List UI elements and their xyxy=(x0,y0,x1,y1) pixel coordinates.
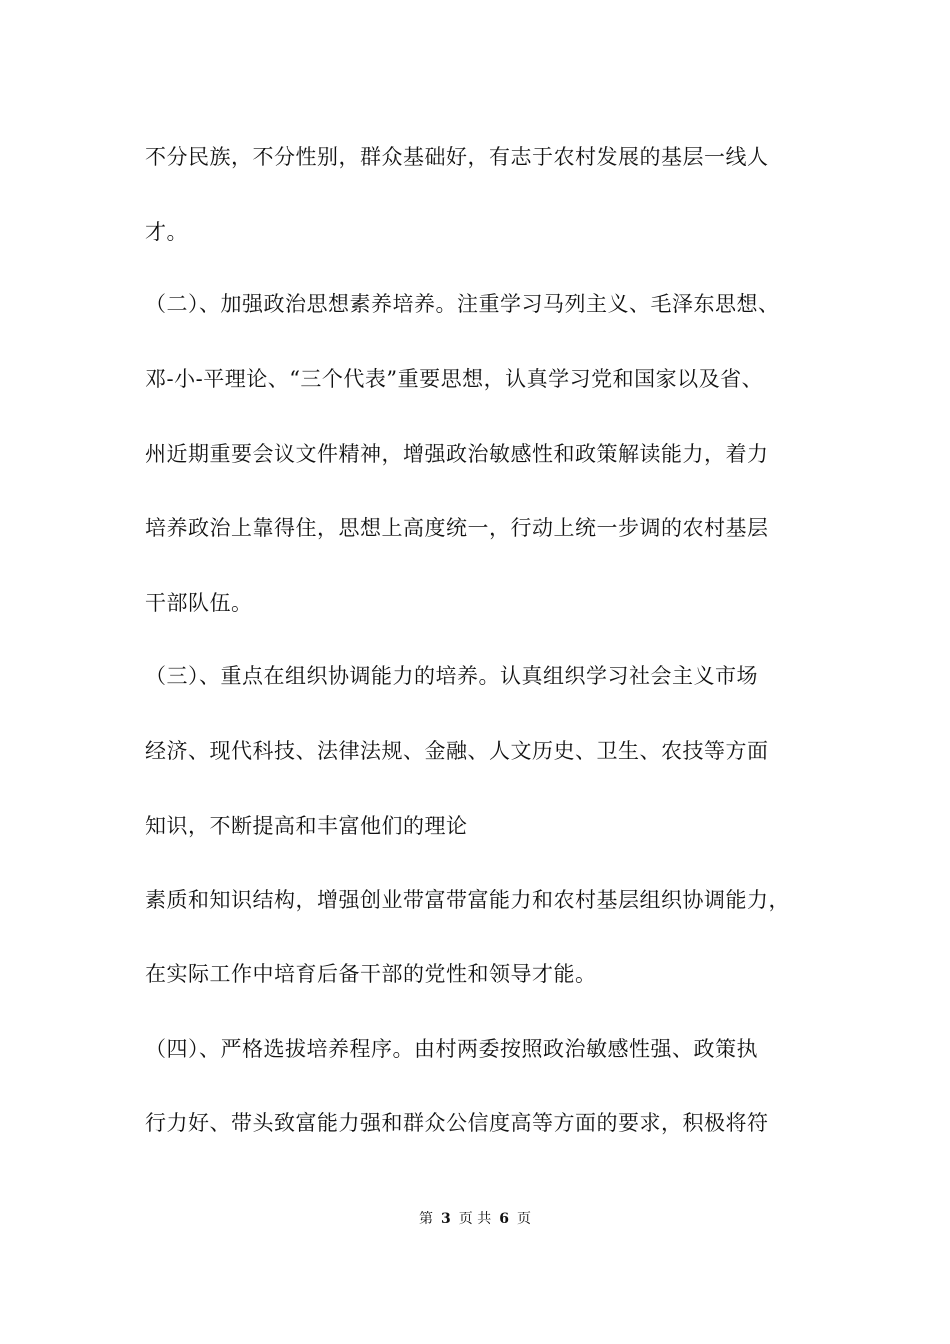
text-line: 干部队伍。 xyxy=(145,591,253,615)
text-line: 在实际工作中培育后备干部的党性和领导才能。 xyxy=(145,962,597,986)
text-line: 素质和知识结构，增强创业带富带富能力和农村基层组织协调能力， xyxy=(145,888,790,912)
footer-suffix: 页 xyxy=(516,1211,531,1227)
text-line: （三）、重点在组织协调能力的培养。认真组织学习社会主义市场 xyxy=(145,664,758,688)
text-line: 培养政治上靠得住，思想上高度统一，行动上统一步调的农村基层 xyxy=(145,516,769,540)
footer-middle: 页 共 xyxy=(458,1211,492,1227)
text-line: 邓-小-平理论、“三个代表”重要思想，认真学习党和国家以及省、 xyxy=(145,367,764,391)
page-footer xyxy=(0,1210,950,1228)
footer-prefix: 第 xyxy=(419,1211,434,1227)
text-line: 州近期重要会议文件精神，增强政治敏感性和政策解读能力，着力 xyxy=(145,442,769,466)
text-line: 知识，不断提高和丰富他们的理论 xyxy=(145,814,468,838)
text-line: 才。 xyxy=(145,220,188,244)
text-line: （二）、加强政治思想素养培养。注重学习马列主义、毛泽东思想、 xyxy=(145,292,780,316)
text-line: 行力好、带头致富能力强和群众公信度高等方面的要求，积极将符 xyxy=(145,1111,769,1135)
text-line: 经济、现代科技、法律法规、金融、人文历史、卫生、农技等方面 xyxy=(145,739,769,763)
text-line: 不分民族，不分性别，群众基础好，有志于农村发展的基层一线人 xyxy=(145,145,769,169)
footer-total-pages: 6 xyxy=(499,1211,509,1227)
footer-current-page: 3 xyxy=(441,1211,451,1227)
text-line: （四）、严格选拔培养程序。由村两委按照政治敏感性强、政策执 xyxy=(145,1037,758,1061)
